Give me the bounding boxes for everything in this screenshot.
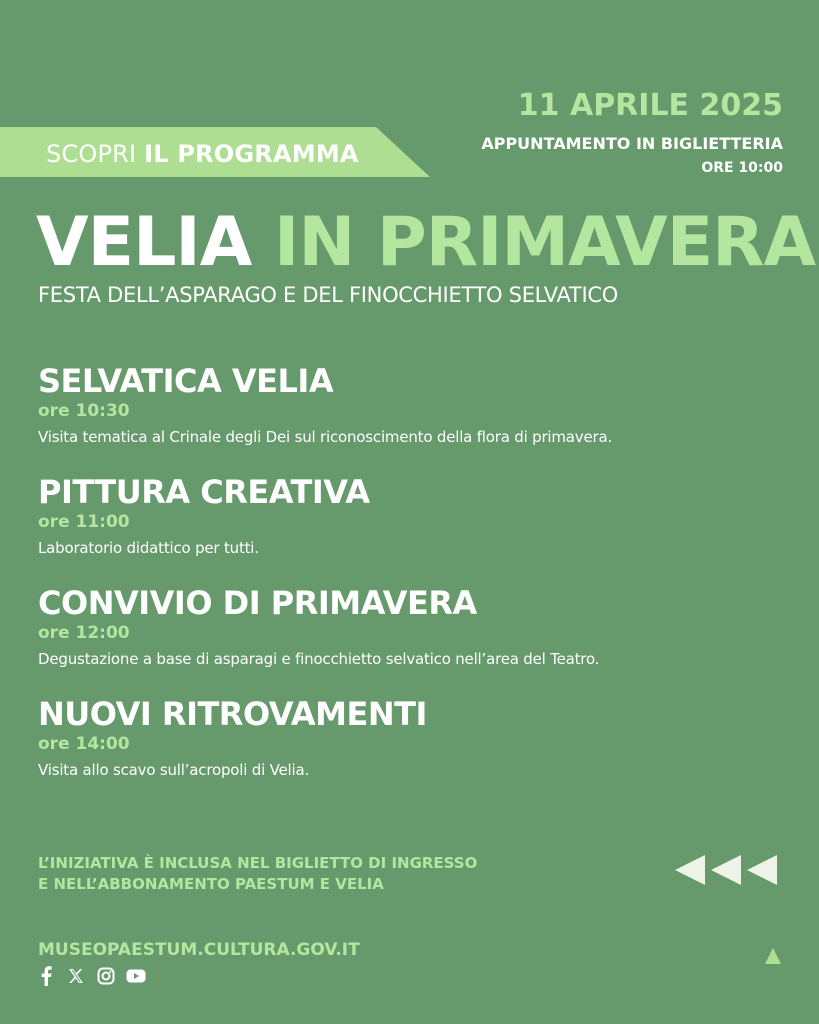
- x-icon[interactable]: [66, 966, 86, 986]
- appointment-time: ORE 10:00: [701, 160, 783, 176]
- social-links: [36, 966, 146, 986]
- arrow-left-icon: [747, 855, 777, 885]
- event-item: [38, 362, 612, 448]
- youtube-icon[interactable]: [126, 966, 146, 986]
- banner-emphasis: IL PROGRAMMA: [144, 140, 359, 168]
- appointment-location: APPUNTAMENTO IN BIGLIETTERIA: [481, 134, 783, 153]
- website-link[interactable]: MUSEOPAESTUM.CULTURA.GOV.IT: [38, 940, 360, 960]
- facebook-icon[interactable]: [36, 966, 56, 986]
- event-time: ore 10:30: [38, 401, 130, 421]
- ticket-note-line1: L’INIZIATIVA È INCLUSA NEL BIGLIETTO DI INGRESSO: [38, 854, 478, 872]
- arrow-left-icon: [711, 855, 741, 885]
- arrows-decoration: [675, 855, 777, 885]
- title-part2: IN PRIMAVERA: [274, 203, 816, 282]
- event-item: [38, 473, 370, 559]
- event-description: Visita tematica al Crinale degli Dei sul riconoscimento della flora di primavera.: [38, 428, 613, 446]
- instagram-icon[interactable]: [96, 966, 116, 986]
- event-title: NUOVI RITROVAMENTI: [38, 695, 427, 733]
- scroll-up-icon[interactable]: [765, 948, 781, 964]
- program-banner-label[interactable]: [46, 140, 359, 168]
- event-time: ore 11:00: [38, 512, 130, 532]
- event-time: ore 14:00: [38, 734, 130, 754]
- page-subtitle: FESTA DELL’ASPARAGO E DEL FINOCCHIETTO SELVATICO: [38, 283, 618, 307]
- event-date: 11 APRILE 2025: [517, 88, 783, 123]
- banner-prefix: SCOPRI: [46, 140, 137, 168]
- event-description: Visita allo scavo sull’acropoli di Velia.: [38, 761, 310, 779]
- event-title: CONVIVIO DI PRIMAVERA: [38, 584, 477, 622]
- arrow-left-icon: [675, 855, 705, 885]
- ticket-note-line2: E NELL’ABBONAMENTO PAESTUM E VELIA: [38, 875, 384, 893]
- event-time: ore 12:00: [38, 623, 130, 643]
- event-item: [38, 584, 599, 670]
- event-title: PITTURA CREATIVA: [38, 473, 370, 511]
- event-description: Degustazione a base di asparagi e finocchietto selvatico nell’area del Teatro.: [38, 650, 600, 668]
- title-part1: VELIA: [36, 203, 252, 282]
- page-title: [36, 203, 815, 282]
- event-description: Laboratorio didattico per tutti.: [38, 539, 259, 557]
- event-title: SELVATICA VELIA: [38, 362, 334, 400]
- ticket-note: [38, 853, 477, 895]
- event-item: [38, 695, 427, 781]
